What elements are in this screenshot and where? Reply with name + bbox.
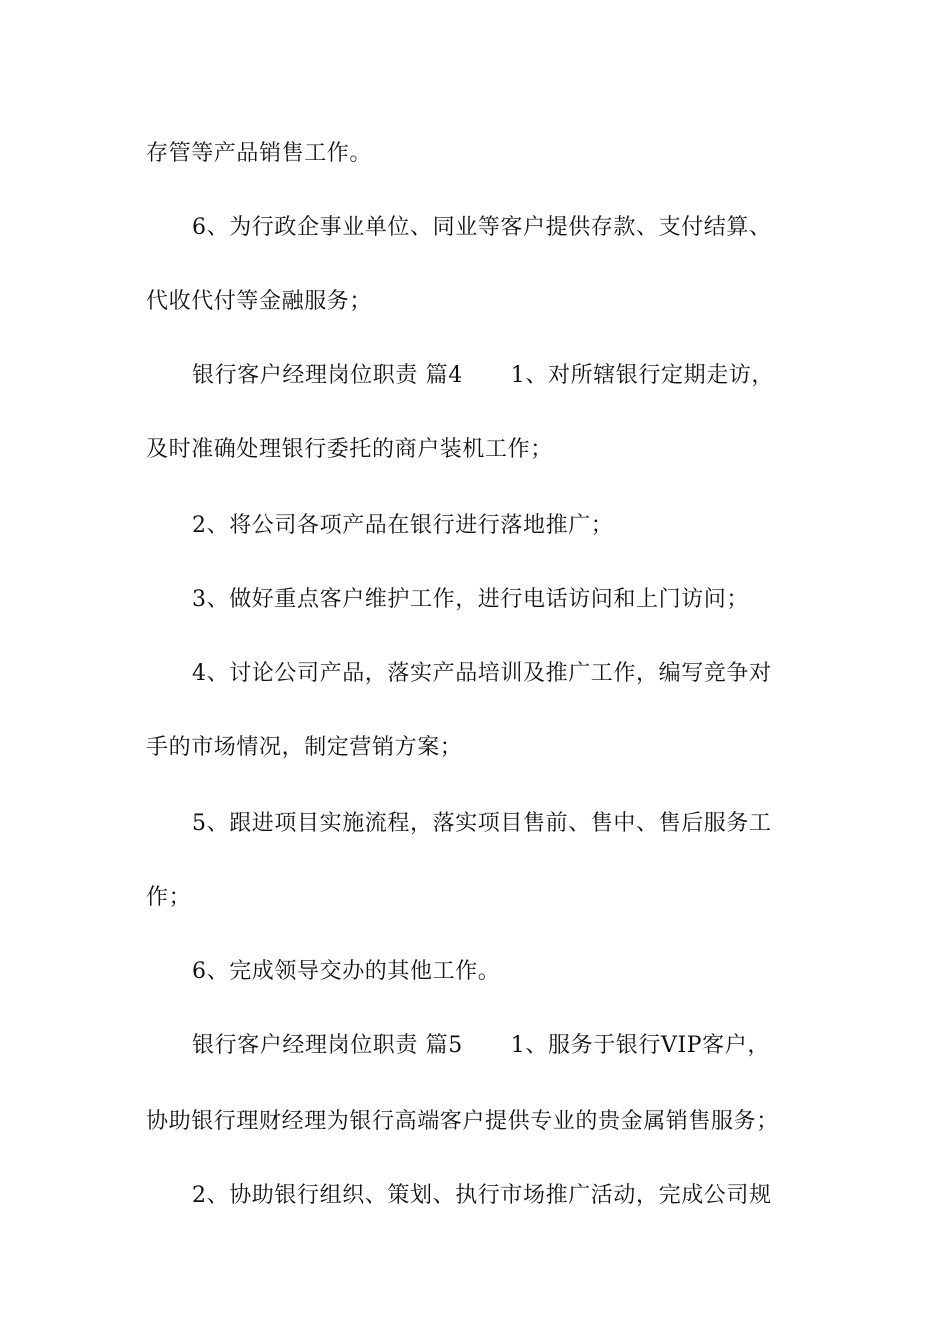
text-line: 1、服务于银行VIP客户， — [510, 1033, 770, 1058]
text-line: 手的市场情况，制定营销方案； — [146, 735, 463, 760]
section-heading-line — [0, 356, 950, 396]
text-line: 代收代付等金融服务； — [146, 289, 373, 314]
text-line: 6、完成领导交办的其他工作。 — [192, 959, 501, 984]
text-line: 存管等产品销售工作。 — [146, 141, 373, 166]
text-line: 5、跟进项目实施流程，落实项目售前、售中、售后服务工 — [192, 811, 772, 836]
text-line: 6、为行政企事业单位、同业等客户提供存款、支付结算、 — [192, 215, 772, 240]
section-heading-line — [0, 1026, 950, 1066]
text-line: 2、将公司各项产品在银行进行落地推广； — [192, 513, 614, 538]
text-line: 协助银行理财经理为银行高端客户提供专业的贵金属销售服务； — [146, 1109, 779, 1134]
text-line: 作； — [146, 885, 192, 910]
text-line: 2、协助银行组织、策划、执行市场推广活动，完成公司规 — [192, 1183, 772, 1208]
section-heading: 银行客户经理岗位职责 篇5 — [192, 1033, 463, 1058]
section-heading: 银行客户经理岗位职责 篇4 — [192, 363, 463, 388]
text-line: 4、讨论公司产品，落实产品培训及推广工作，编写竞争对 — [192, 661, 772, 686]
text-line: 1、对所辖银行定期走访， — [510, 363, 774, 388]
text-line: 3、做好重点客户维护工作，进行电话访问和上门访问； — [192, 587, 749, 612]
text-line: 及时准确处理银行委托的商户装机工作； — [146, 437, 553, 462]
